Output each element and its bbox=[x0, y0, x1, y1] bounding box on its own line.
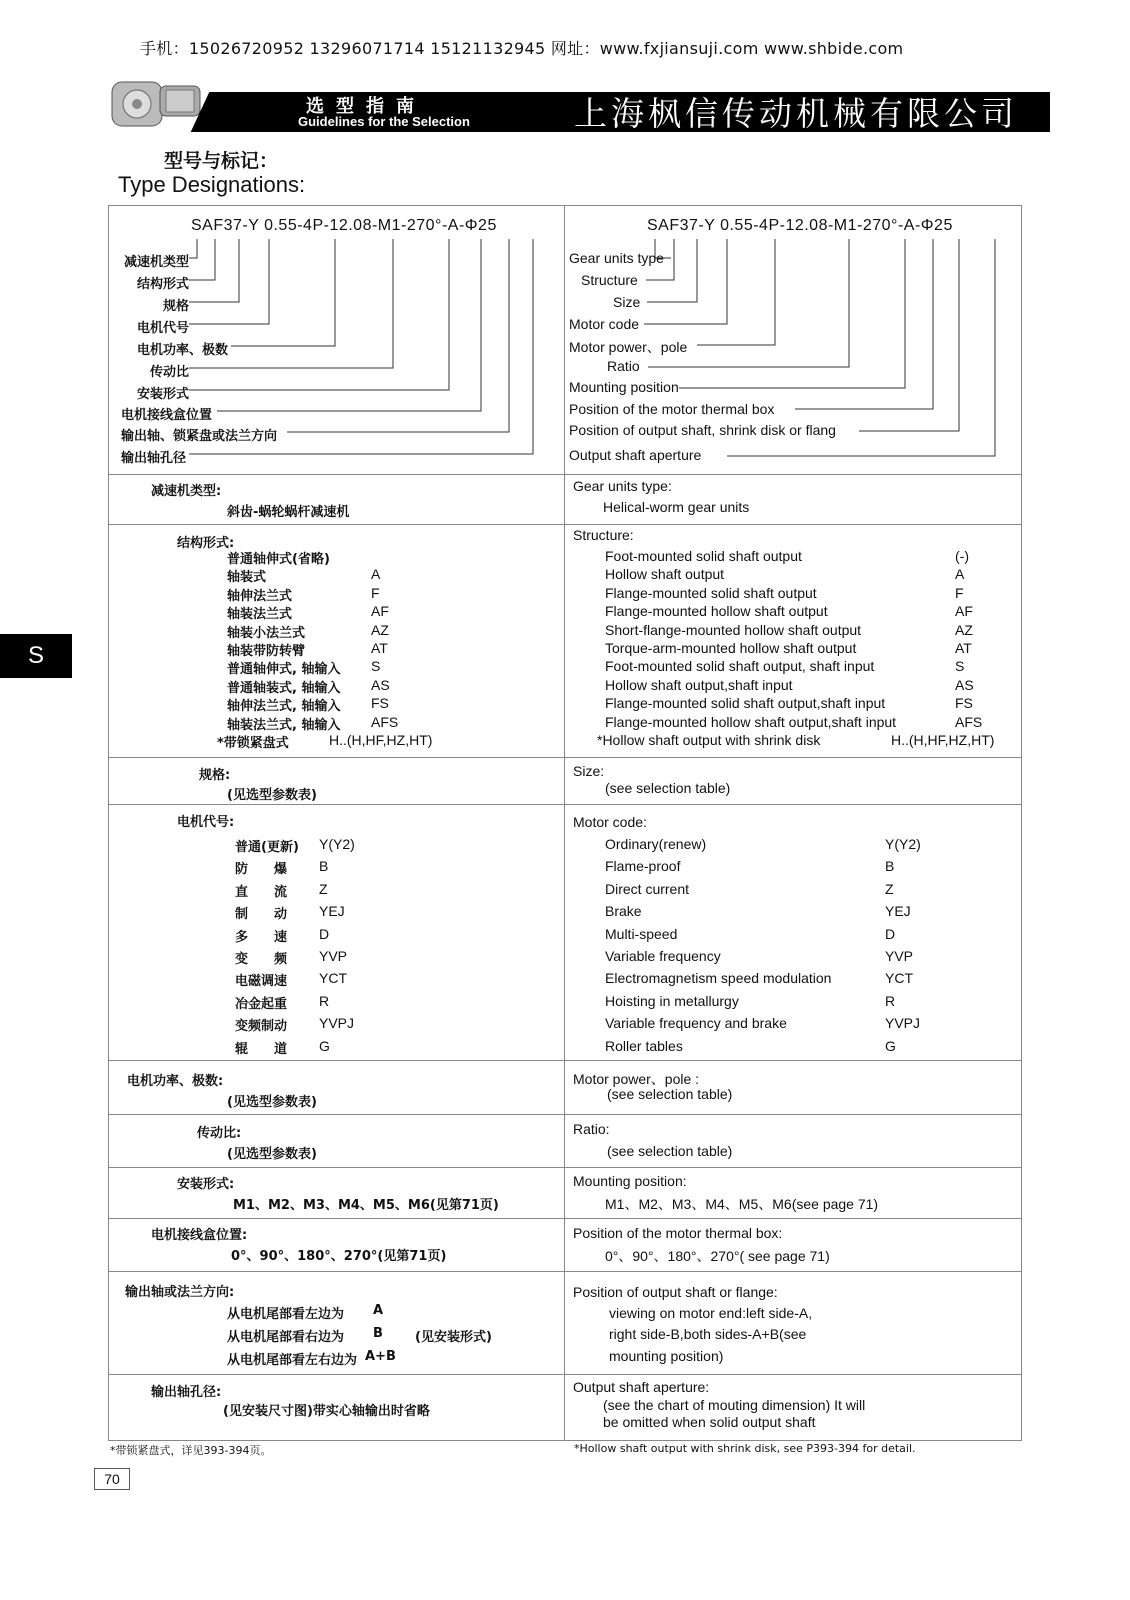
motor-code-row-en: Multi-speed bbox=[605, 925, 678, 942]
structure-code-cn: A bbox=[371, 566, 381, 583]
selection-title-en: Guidelines for the Selection bbox=[298, 114, 470, 129]
label-en: Position of the motor thermal box bbox=[569, 401, 775, 417]
size-value-cn: (见选型参数表) bbox=[227, 788, 317, 803]
structure-code-en: AT bbox=[955, 640, 972, 656]
structure-code-cn: S bbox=[371, 658, 381, 675]
thermal-box-value-en: 0°、90°、180°、270°( see page 71) bbox=[605, 1248, 830, 1264]
mounting-value-cn: M1、M2、M3、M4、M5、M6(见第71页) bbox=[233, 1198, 499, 1213]
motor-code-row-cn: 变频制动 bbox=[235, 1019, 288, 1035]
structure-code-en: A bbox=[955, 566, 965, 583]
structure-row-en: Hollow shaft output,shaft input bbox=[605, 676, 793, 693]
size-title-cn: 规格: bbox=[199, 768, 231, 783]
motor-code-row-en: Brake bbox=[605, 903, 642, 920]
label-cn: 输出轴、锁紧盘或法兰方向 bbox=[121, 429, 278, 444]
structure-title-cn: 结构形式: bbox=[177, 536, 235, 551]
motor-code-row-en: Hoisting in metallurgy bbox=[605, 992, 739, 1009]
structure-code-en: FS bbox=[955, 695, 973, 712]
structure-code-cn: H..(H,HF,HZ,HT) bbox=[329, 732, 433, 748]
structure-row-en: Short-flange-mounted hollow shaft output bbox=[605, 621, 862, 638]
label-en: Structure bbox=[581, 272, 638, 288]
designation-code-cn-side: SAF37-Y 0.55-4P-12.08-M1-270°-A-Φ25 bbox=[191, 217, 497, 234]
company-name: 上海枫信传动机械有限公司 bbox=[574, 94, 1018, 133]
structure-row-en: Foot-mounted solid shaft output, shaft input bbox=[605, 658, 875, 675]
motor-code-value-cn: YEJ bbox=[319, 903, 345, 920]
motor-code-row-cn: 制 动 bbox=[235, 907, 288, 923]
footnote-cn: *带锁紧盘式，详见393-394页。 bbox=[110, 1444, 272, 1457]
designation-code-en-side: SAF37-Y 0.55-4P-12.08-M1-270°-A-Φ25 bbox=[647, 217, 953, 234]
structure-row-cn: 轴伸法兰式, 轴输入 bbox=[227, 699, 341, 715]
structure-row-en: *Hollow shaft output with shrink disk bbox=[597, 732, 821, 748]
structure-code-cn: FS bbox=[371, 695, 389, 712]
structure-row-cn: 普通轴伸式, 轴输入 bbox=[227, 662, 341, 678]
motor-power-value-cn: (见选型参数表) bbox=[227, 1095, 317, 1110]
label-cn: 规格 bbox=[162, 299, 189, 314]
motor-code-row-cn: 冶金起重 bbox=[235, 996, 288, 1012]
label-en: Mounting position bbox=[569, 379, 679, 395]
gear-type-value-en: Helical-worm gear units bbox=[603, 499, 750, 515]
structure-code-en: H..(H,HF,HZ,HT) bbox=[891, 732, 995, 748]
motor-code-row-en: Direct current bbox=[605, 880, 690, 897]
structure-code-en: AF bbox=[955, 603, 973, 620]
structure-row-cn: 轴装小法兰式 bbox=[227, 625, 306, 641]
structure-row-en: Flange-mounted solid shaft output bbox=[605, 584, 817, 601]
label-en: Motor power、pole bbox=[569, 339, 688, 355]
motor-code-value-cn: Y(Y2) bbox=[319, 836, 355, 852]
label-cn: 电机代号 bbox=[137, 321, 190, 336]
thermal-box-title-cn: 电机接线盒位置: bbox=[151, 1228, 248, 1243]
label-en: Position of output shaft, shrink disk or flang bbox=[569, 422, 836, 438]
motor-code-value-en: Z bbox=[885, 880, 894, 897]
label-en: Size bbox=[613, 294, 641, 310]
motor-code-row-cn: 防 爆 bbox=[235, 862, 288, 878]
mounting-value-en: M1、M2、M3、M4、M5、M6(see page 71) bbox=[605, 1196, 879, 1212]
label-en: Ratio bbox=[607, 358, 640, 374]
aperture-line-en: (see the chart of mouting dimension) It will bbox=[603, 1397, 866, 1413]
ratio-value-en: (see selection table) bbox=[607, 1143, 733, 1159]
structure-code-en: AFS bbox=[955, 713, 983, 730]
structure-code-cn: AFS bbox=[371, 713, 399, 730]
structure-code-cn: AZ bbox=[371, 621, 389, 638]
structure-code-en: (-) bbox=[955, 548, 969, 564]
motor-code-row-en: Ordinary(renew) bbox=[605, 836, 707, 852]
footnote-en: *Hollow shaft output with shrink disk, see P393-394 for detail. bbox=[574, 1442, 916, 1455]
motor-code-row-en: Variable frequency and brake bbox=[605, 1015, 787, 1032]
motor-code-value-en: YEJ bbox=[885, 903, 911, 920]
label-en: Gear units type bbox=[569, 250, 664, 266]
aperture-title-cn: 输出轴孔径: bbox=[151, 1385, 222, 1400]
size-title-en: Size: bbox=[573, 763, 605, 779]
output-direction-row-cn: 从电机尾部看右边为 bbox=[227, 1330, 345, 1345]
structure-row-cn: 轴装带防转臂 bbox=[227, 644, 306, 659]
structure-row-cn: 轴装法兰式 bbox=[227, 607, 293, 623]
structure-title-en: Structure: bbox=[573, 527, 634, 543]
label-cn: 电机功率、极数 bbox=[137, 343, 229, 358]
output-direction-row-cn: 从电机尾部看左边为 bbox=[227, 1307, 345, 1322]
motor-code-row-cn: 辊 道 bbox=[235, 1041, 288, 1057]
structure-row-en: Flange-mounted hollow shaft output bbox=[605, 603, 828, 620]
output-direction-line-en: viewing on motor end:left side-A, bbox=[609, 1305, 813, 1321]
structure-row-cn: 轴装法兰式, 轴输入 bbox=[227, 717, 341, 733]
structure-row-en: Torque-arm-mounted hollow shaft output bbox=[605, 640, 857, 656]
motor-power-value-en: (see selection table) bbox=[607, 1086, 733, 1102]
gear-reducer-icon bbox=[110, 68, 202, 130]
section-tab: S bbox=[0, 634, 72, 678]
structure-code-cn: AT bbox=[371, 640, 388, 656]
motor-power-title-en: Motor power、pole : bbox=[573, 1071, 700, 1087]
header-banner bbox=[110, 88, 1050, 134]
motor-code-value-en: YCT bbox=[885, 970, 913, 987]
structure-row-en: Flange-mounted hollow shaft output,shaft input bbox=[605, 713, 897, 730]
aperture-line-en: be omitted when solid output shaft bbox=[603, 1414, 816, 1430]
motor-code-title-cn: 电机代号: bbox=[177, 815, 235, 830]
output-direction-line-en: right side-B,both sides-A+B(see bbox=[609, 1326, 807, 1342]
structure-row-cn: 轴装式 bbox=[227, 570, 267, 586]
size-value-en: (see selection table) bbox=[605, 780, 731, 796]
designation-table bbox=[108, 205, 1022, 1441]
motor-code-value-cn: R bbox=[319, 992, 330, 1009]
motor-code-title-en: Motor code: bbox=[573, 814, 647, 830]
ratio-value-cn: (见选型参数表) bbox=[227, 1147, 317, 1162]
ratio-title-cn: 传动比: bbox=[197, 1126, 242, 1141]
motor-code-value-cn: YVP bbox=[319, 948, 348, 964]
structure-row-cn: *带锁紧盘式 bbox=[217, 736, 289, 751]
label-en: Motor code bbox=[569, 316, 640, 332]
motor-code-row-cn: 直 流 bbox=[235, 884, 288, 900]
structure-code-cn: F bbox=[371, 584, 380, 601]
gear-type-value-cn: 斜齿-蜗轮蜗杆减速机 bbox=[227, 505, 350, 520]
structure-code-cn: AS bbox=[371, 676, 390, 693]
structure-row-en: Flange-mounted solid shaft output,shaft input bbox=[605, 695, 886, 712]
mounting-title-cn: 安装形式: bbox=[177, 1177, 235, 1192]
aperture-title-en: Output shaft aperture: bbox=[573, 1379, 710, 1395]
motor-code-row-cn: 多 速 bbox=[235, 929, 288, 945]
output-direction-row-cn: 从电机尾部看左右边为 bbox=[227, 1353, 358, 1368]
motor-code-value-cn: D bbox=[319, 925, 330, 942]
motor-code-value-cn: B bbox=[319, 858, 329, 875]
label-cn: 输出轴孔径 bbox=[121, 451, 187, 466]
label-cn: 减速机类型 bbox=[123, 255, 189, 270]
structure-code-en: AZ bbox=[955, 621, 973, 638]
output-direction-code: B bbox=[373, 1326, 383, 1341]
output-direction-title-cn: 输出轴或法兰方向: bbox=[125, 1285, 235, 1300]
label-cn: 安装形式 bbox=[136, 387, 189, 402]
contact-info: 手机：15026720952 13296071714 15121132945 网址：www.fxjiansuji.com www.shbide.com bbox=[140, 39, 904, 58]
output-direction-note-cn: (见安装形式) bbox=[415, 1330, 492, 1345]
gear-type-title-en: Gear units type: bbox=[573, 478, 672, 494]
structure-row-en: Foot-mounted solid shaft output bbox=[605, 548, 802, 564]
motor-code-value-en: B bbox=[885, 858, 895, 875]
label-en: Output shaft aperture bbox=[569, 447, 702, 463]
motor-code-value-en: R bbox=[885, 992, 896, 1009]
motor-code-value-cn: YVPJ bbox=[319, 1015, 355, 1032]
output-direction-code: A+B bbox=[365, 1349, 396, 1364]
thermal-box-value-cn: 0°、90°、180°、270°(见第71页) bbox=[231, 1249, 447, 1264]
structure-row-cn: 普通轴伸式(省略) bbox=[227, 552, 330, 567]
label-cn: 结构形式 bbox=[136, 277, 189, 292]
page-number: 70 bbox=[94, 1468, 130, 1490]
motor-code-row-en: Flame-proof bbox=[605, 858, 681, 875]
motor-code-row-en: Variable frequency bbox=[605, 948, 721, 964]
aperture-value-cn: (见安装尺寸图)带实心轴输出时省略 bbox=[223, 1404, 430, 1419]
motor-code-value-en: Y(Y2) bbox=[885, 836, 921, 852]
mounting-title-en: Mounting position: bbox=[573, 1173, 687, 1189]
structure-row-en: Hollow shaft output bbox=[605, 566, 725, 583]
output-direction-code: A bbox=[373, 1303, 384, 1318]
motor-code-value-en: G bbox=[885, 1037, 896, 1054]
motor-code-value-en: D bbox=[885, 925, 896, 942]
ratio-title-en: Ratio: bbox=[573, 1121, 610, 1137]
page-title-en: Type Designations: bbox=[118, 172, 306, 197]
motor-code-row-en: Electromagnetism speed modulation bbox=[605, 970, 832, 987]
motor-code-row-cn: 变 频 bbox=[235, 952, 288, 967]
output-direction-title-en: Position of output shaft or flange: bbox=[573, 1284, 778, 1300]
motor-code-value-cn: Z bbox=[319, 880, 328, 897]
label-cn: 电机接线盒位置 bbox=[121, 408, 213, 423]
output-direction-line-en: mounting position) bbox=[609, 1348, 724, 1364]
label-cn: 传动比 bbox=[149, 365, 189, 380]
structure-code-cn: AF bbox=[371, 603, 389, 620]
motor-code-value-cn: G bbox=[319, 1037, 330, 1054]
structure-row-cn: 轴伸法兰式 bbox=[227, 588, 293, 604]
selection-title-cn: 选型指南 bbox=[306, 96, 426, 117]
structure-code-en: AS bbox=[955, 676, 974, 693]
page-title-cn: 型号与标记： bbox=[164, 150, 279, 172]
structure-row-cn: 普通轴装式, 轴输入 bbox=[227, 680, 341, 696]
motor-code-row-cn: 电磁调速 bbox=[235, 974, 288, 990]
motor-code-row-en: Roller tables bbox=[605, 1037, 683, 1054]
motor-code-row-cn: 普通(更新) bbox=[235, 840, 299, 855]
motor-code-value-en: YVPJ bbox=[885, 1015, 921, 1032]
motor-code-value-cn: YCT bbox=[319, 970, 347, 987]
gear-type-title-cn: 减速机类型: bbox=[151, 484, 222, 499]
motor-code-value-en: YVP bbox=[885, 948, 914, 964]
motor-power-title-cn: 电机功率、极数: bbox=[127, 1074, 224, 1089]
thermal-box-title-en: Position of the motor thermal box: bbox=[573, 1225, 783, 1241]
structure-code-en: S bbox=[955, 658, 965, 675]
structure-code-en: F bbox=[955, 584, 964, 601]
